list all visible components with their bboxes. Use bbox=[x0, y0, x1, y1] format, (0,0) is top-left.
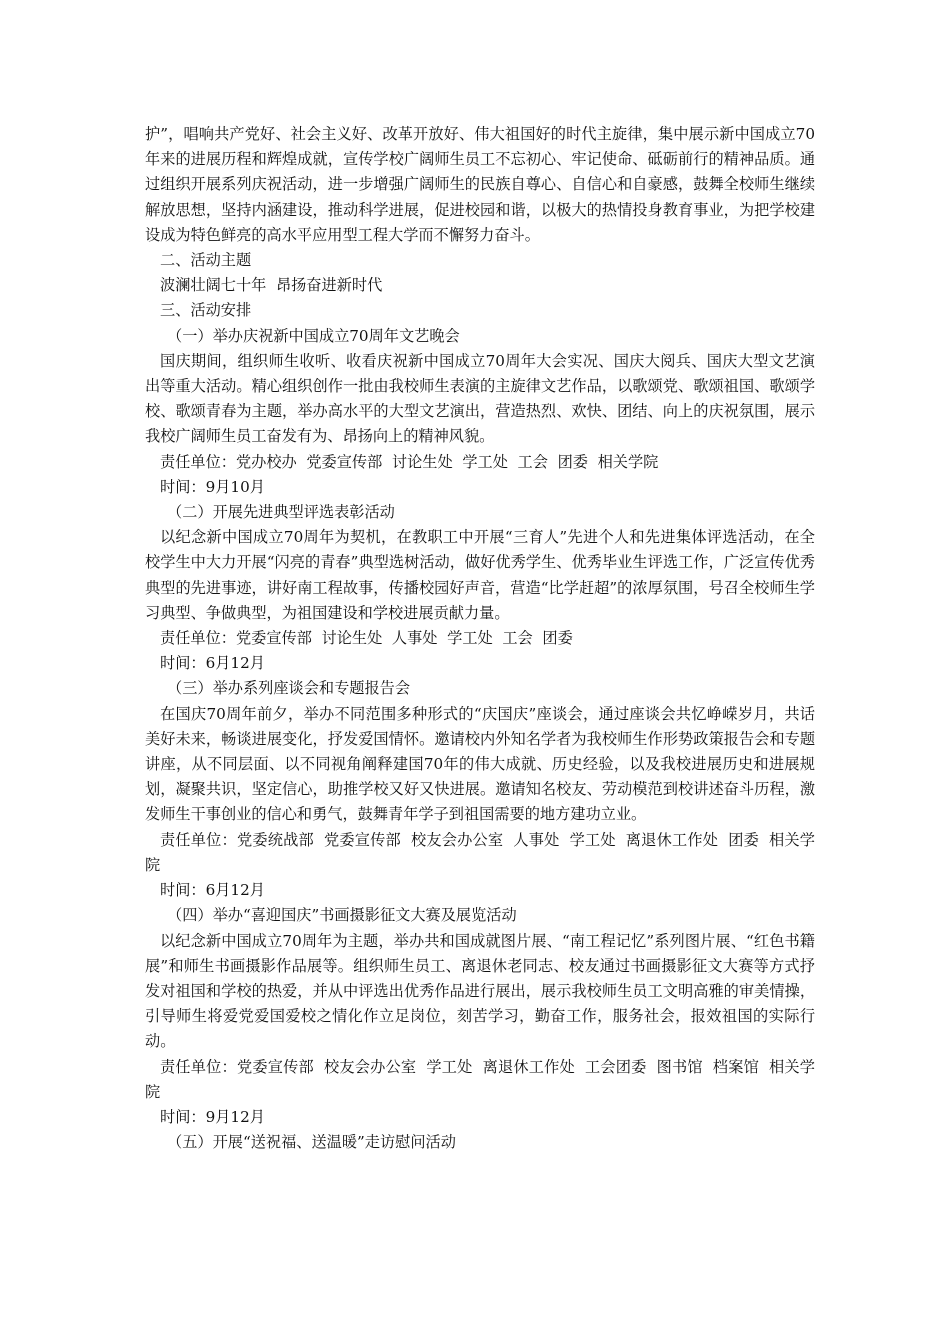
section-heading-theme: 二、活动主题 bbox=[160, 251, 252, 270]
activity-theme: 波澜壮阔七十年 昂扬奋进新时代 bbox=[160, 276, 383, 295]
section-heading-arrangement: 三、活动安排 bbox=[160, 301, 252, 320]
item-heading: （三）举办系列座谈会和专题报告会 bbox=[167, 679, 410, 698]
item-heading: （一）举办庆祝新中国成立70周年文艺晚会 bbox=[167, 326, 460, 345]
item-time: 时间：6月12月 bbox=[160, 654, 265, 673]
item-responsible: 责任单位：党委宣传部 讨论生处 人事处 学工处 工会 团委 bbox=[160, 629, 573, 648]
document-page bbox=[145, 122, 815, 1155]
item-time: 时间：6月12月 bbox=[160, 881, 265, 900]
item-heading: （四）举办“喜迎国庆”书画摄影征文大赛及展览活动 bbox=[167, 906, 517, 925]
item-body: 以纪念新中国成立70周年为主题，举办共和国成就图片展、“南工程记忆”系列图片展、“红色书籍展”和师生书画摄影作品展等。组织师生员工、离退休老同志、校友通过书画摄影征文大赛等方式抒发对祖国和学校的热爱，并从中评选出优秀作品进行展出，展示我校师生员工文明高雅的审美情操，引导师生将爱党爱国爱校之情化作立足岗位，刻苦学习，勤奋工作，服务社会，报效祖国的实际行动。 bbox=[145, 931, 815, 1051]
item-responsible: 责任单位：党委宣传部 校友会办公室 学工处 离退休工作处 工会团委 图书馆 档案馆 相关学院 bbox=[145, 1057, 815, 1101]
item-body: 以纪念新中国成立70周年为契机，在教职工中开展“三育人”先进个人和先进集体评选活动，在全校学生中大力开展“闪亮的青春”典型选树活动，做好优秀学生、优秀毕业生评选工作，广泛宣传优秀典型的先进事迹，讲好南工程故事，传播校园好声音，营造“比学赶超”的浓厚氛围，号召全校师生学习典型、争做典型，为祖国建设和学校进展贡献力量。 bbox=[145, 528, 815, 622]
item-time: 时间：9月12月 bbox=[160, 1107, 265, 1126]
item-body: 国庆期间，组织师生收听、收看庆祝新中国成立70周年大会实况、国庆大阅兵、国庆大型文艺演出等重大活动。精心组织创作一批由我校师生表演的主旋律文艺作品，以歌颂党、歌颂祖国、歌颂学校、歌颂青春为主题，举办高水平的大型文艺演出，营造热烈、欢快、团结、向上的庆祝氛围，展示我校广阔师生员工奋发有为、昂扬向上的精神风貌。 bbox=[145, 351, 815, 446]
intro-paragraph: 护”，唱响共产党好、社会主义好、改革开放好、伟大祖国好的时代主旋律，集中展示新中国成立70年来的进展历程和辉煌成就，宣传学校广阔师生员工不忘初心、牢记使命、砥砺前行的精神品质。通过组织开展系列庆祝活动，进一步增强广阔师生的民族自尊心、自信心和自豪感，鼓舞全校师生继续解放思想，坚持内涵建设，推动科学进展，促进校园和谐，以极大的热情投身教育事业，为把学校建设成为特色鲜亮的高水平应用型工程大学而不懈努力奋斗。 bbox=[145, 125, 815, 244]
item-body: 在国庆70周年前夕，举办不同范围多种形式的“庆国庆”座谈会，通过座谈会共忆峥嵘岁月，共话美好未来，畅谈进展变化，抒发爱国情怀。邀请校内外知名学者为我校师生作形势政策报告会和专题讲座，从不同层面、以不同视角阐释建国70年的伟大成就、历史经验，以及我校进展历史和进展规划，凝聚共识，坚定信心，助推学校又好又快进展。邀请知名校友、劳动模范到校讲述奋斗历程，激发师生干事创业的信心和勇气，鼓舞青年学子到祖国需要的地方建功立业。 bbox=[145, 704, 815, 824]
item-heading: （五）开展“送祝福、送温暖”走访慰问活动 bbox=[167, 1133, 456, 1152]
item-time: 时间：9月10月 bbox=[160, 477, 265, 496]
item-responsible: 责任单位：党办校办 党委宣传部 讨论生处 学工处 工会 团委 相关学院 bbox=[160, 452, 659, 471]
item-responsible: 责任单位：党委统战部 党委宣传部 校友会办公室 人事处 学工处 离退休工作处 团委 相关学院 bbox=[145, 830, 815, 874]
item-heading: （二）开展先进典型评选表彰活动 bbox=[167, 503, 395, 522]
